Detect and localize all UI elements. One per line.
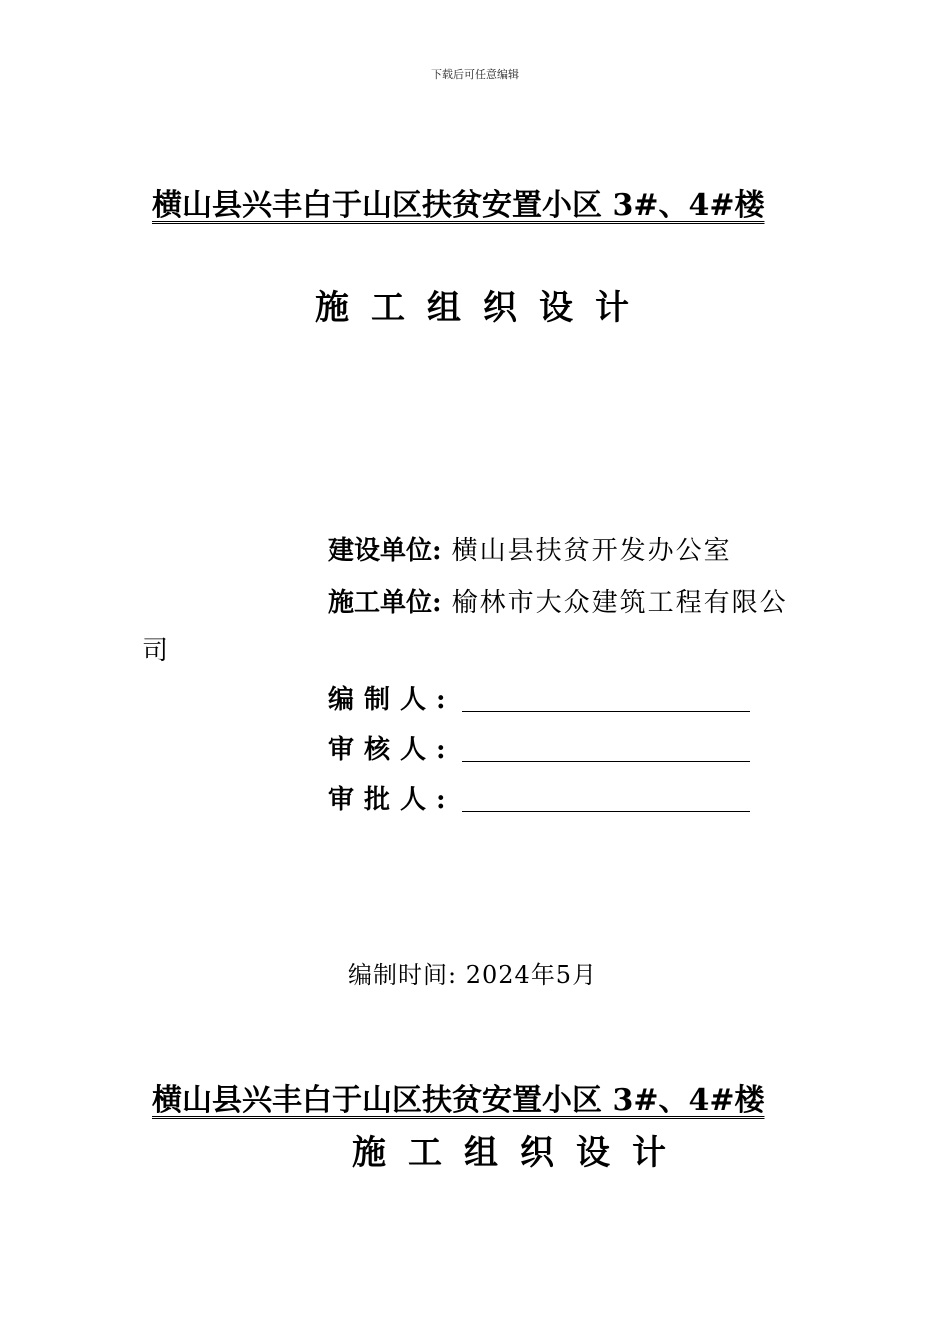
project-title-name: 横山县兴丰白于山区扶贫安置小区 (152, 188, 602, 223)
approver-label: 审批人: (328, 785, 456, 815)
date-line (348, 955, 597, 990)
approver-row (328, 779, 750, 816)
compiler-signature-line (462, 709, 750, 712)
second-project-title-buildings: 3#、4#楼 (602, 1083, 765, 1118)
contractor-label: 施工单位: (328, 588, 442, 618)
reviewer-signature-line (462, 759, 750, 762)
reviewer-label: 审核人: (328, 735, 456, 765)
owner-label: 建设单位: (328, 536, 442, 566)
header-note: 下载后可任意编辑 (431, 68, 519, 81)
second-project-title (152, 1075, 832, 1119)
project-title (152, 180, 832, 224)
owner-row (328, 530, 732, 567)
second-doc-heading: 施工组织设计 (352, 1133, 688, 1173)
date-value: 2024年5月 (465, 961, 598, 989)
date-label: 编制时间: (348, 961, 458, 989)
compiler-label: 编制人: (328, 685, 456, 715)
contractor-value: 榆林市大众建筑工程有限公 (451, 588, 788, 618)
project-title-buildings: 3#、4#楼 (602, 188, 765, 223)
owner-value: 横山县扶贫开发办公室 (451, 536, 732, 566)
second-project-title-name: 横山县兴丰白于山区扶贫安置小区 (152, 1083, 602, 1118)
contractor-value-wrap: 司 (142, 636, 169, 666)
approver-signature-line (462, 809, 750, 812)
reviewer-row (328, 729, 750, 766)
compiler-row (328, 679, 750, 716)
contractor-row (328, 582, 788, 619)
doc-heading: 施工组织设计 (315, 288, 651, 328)
